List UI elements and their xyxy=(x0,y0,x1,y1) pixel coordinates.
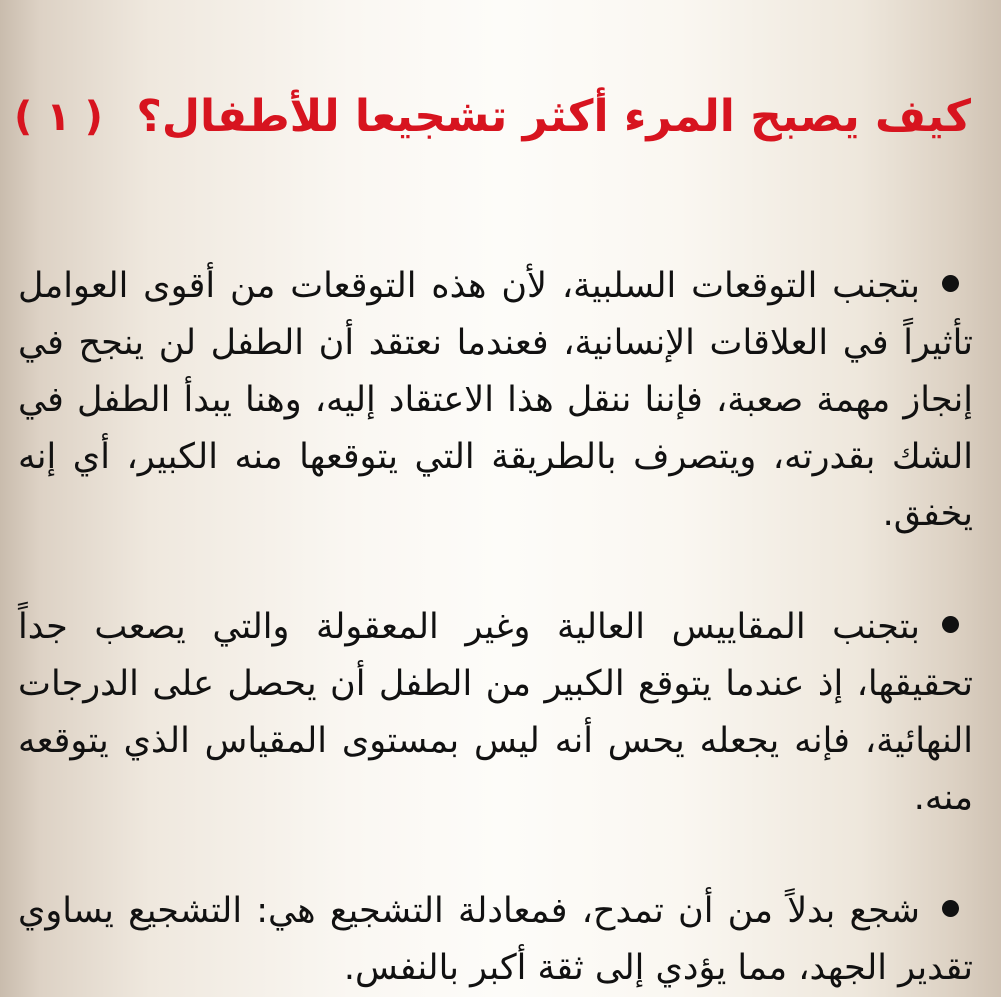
bullet-item xyxy=(18,883,973,997)
bullet-dot-icon xyxy=(942,275,959,292)
bullet-text: بتجنب التوقعات السلبية، لأن هذه التوقعات من أقوى العوامل تأثيراً في العلاقات الإنسانية، فعندما نعتقد أن الطفل لن ينجح في إنجاز مهمة صعبة، فإننا ننقل هذا الاعتقاد إليه، وهنا يبدأ الطفل في الشك بقدرته، ويتصرف بالطريقة التي يتوقعها منه الكبير، أي إنه يخفق. xyxy=(18,266,973,534)
bullet-text: شجع بدلاً من أن تمدح، فمعادلة التشجيع هي: التشجيع يساوي تقدير الجهد، مما يؤدي إلى ثقة أكبر بالنفس. xyxy=(18,891,973,988)
title-row xyxy=(0,82,1001,152)
bullet-item xyxy=(18,258,973,543)
bullet-dot-icon xyxy=(942,616,959,633)
bullet-item xyxy=(18,599,973,827)
bullet-dot-icon xyxy=(942,900,959,917)
part-number: ( ١ ) xyxy=(14,94,103,140)
page-title: كيف يصبح المرء أكثر تشجيعا للأطفال؟ xyxy=(136,91,971,142)
bullet-list xyxy=(18,258,973,997)
bullet-text: بتجنب المقاييس العالية وغير المعقولة والتي يصعب جداً تحقيقها، إذ عندما يتوقع الكبير من الطفل أن يحصل على الدرجات النهائية، فإنه يجعله يحس أنه ليس بمستوى المقياس الذي يتوقعه منه. xyxy=(18,607,973,818)
